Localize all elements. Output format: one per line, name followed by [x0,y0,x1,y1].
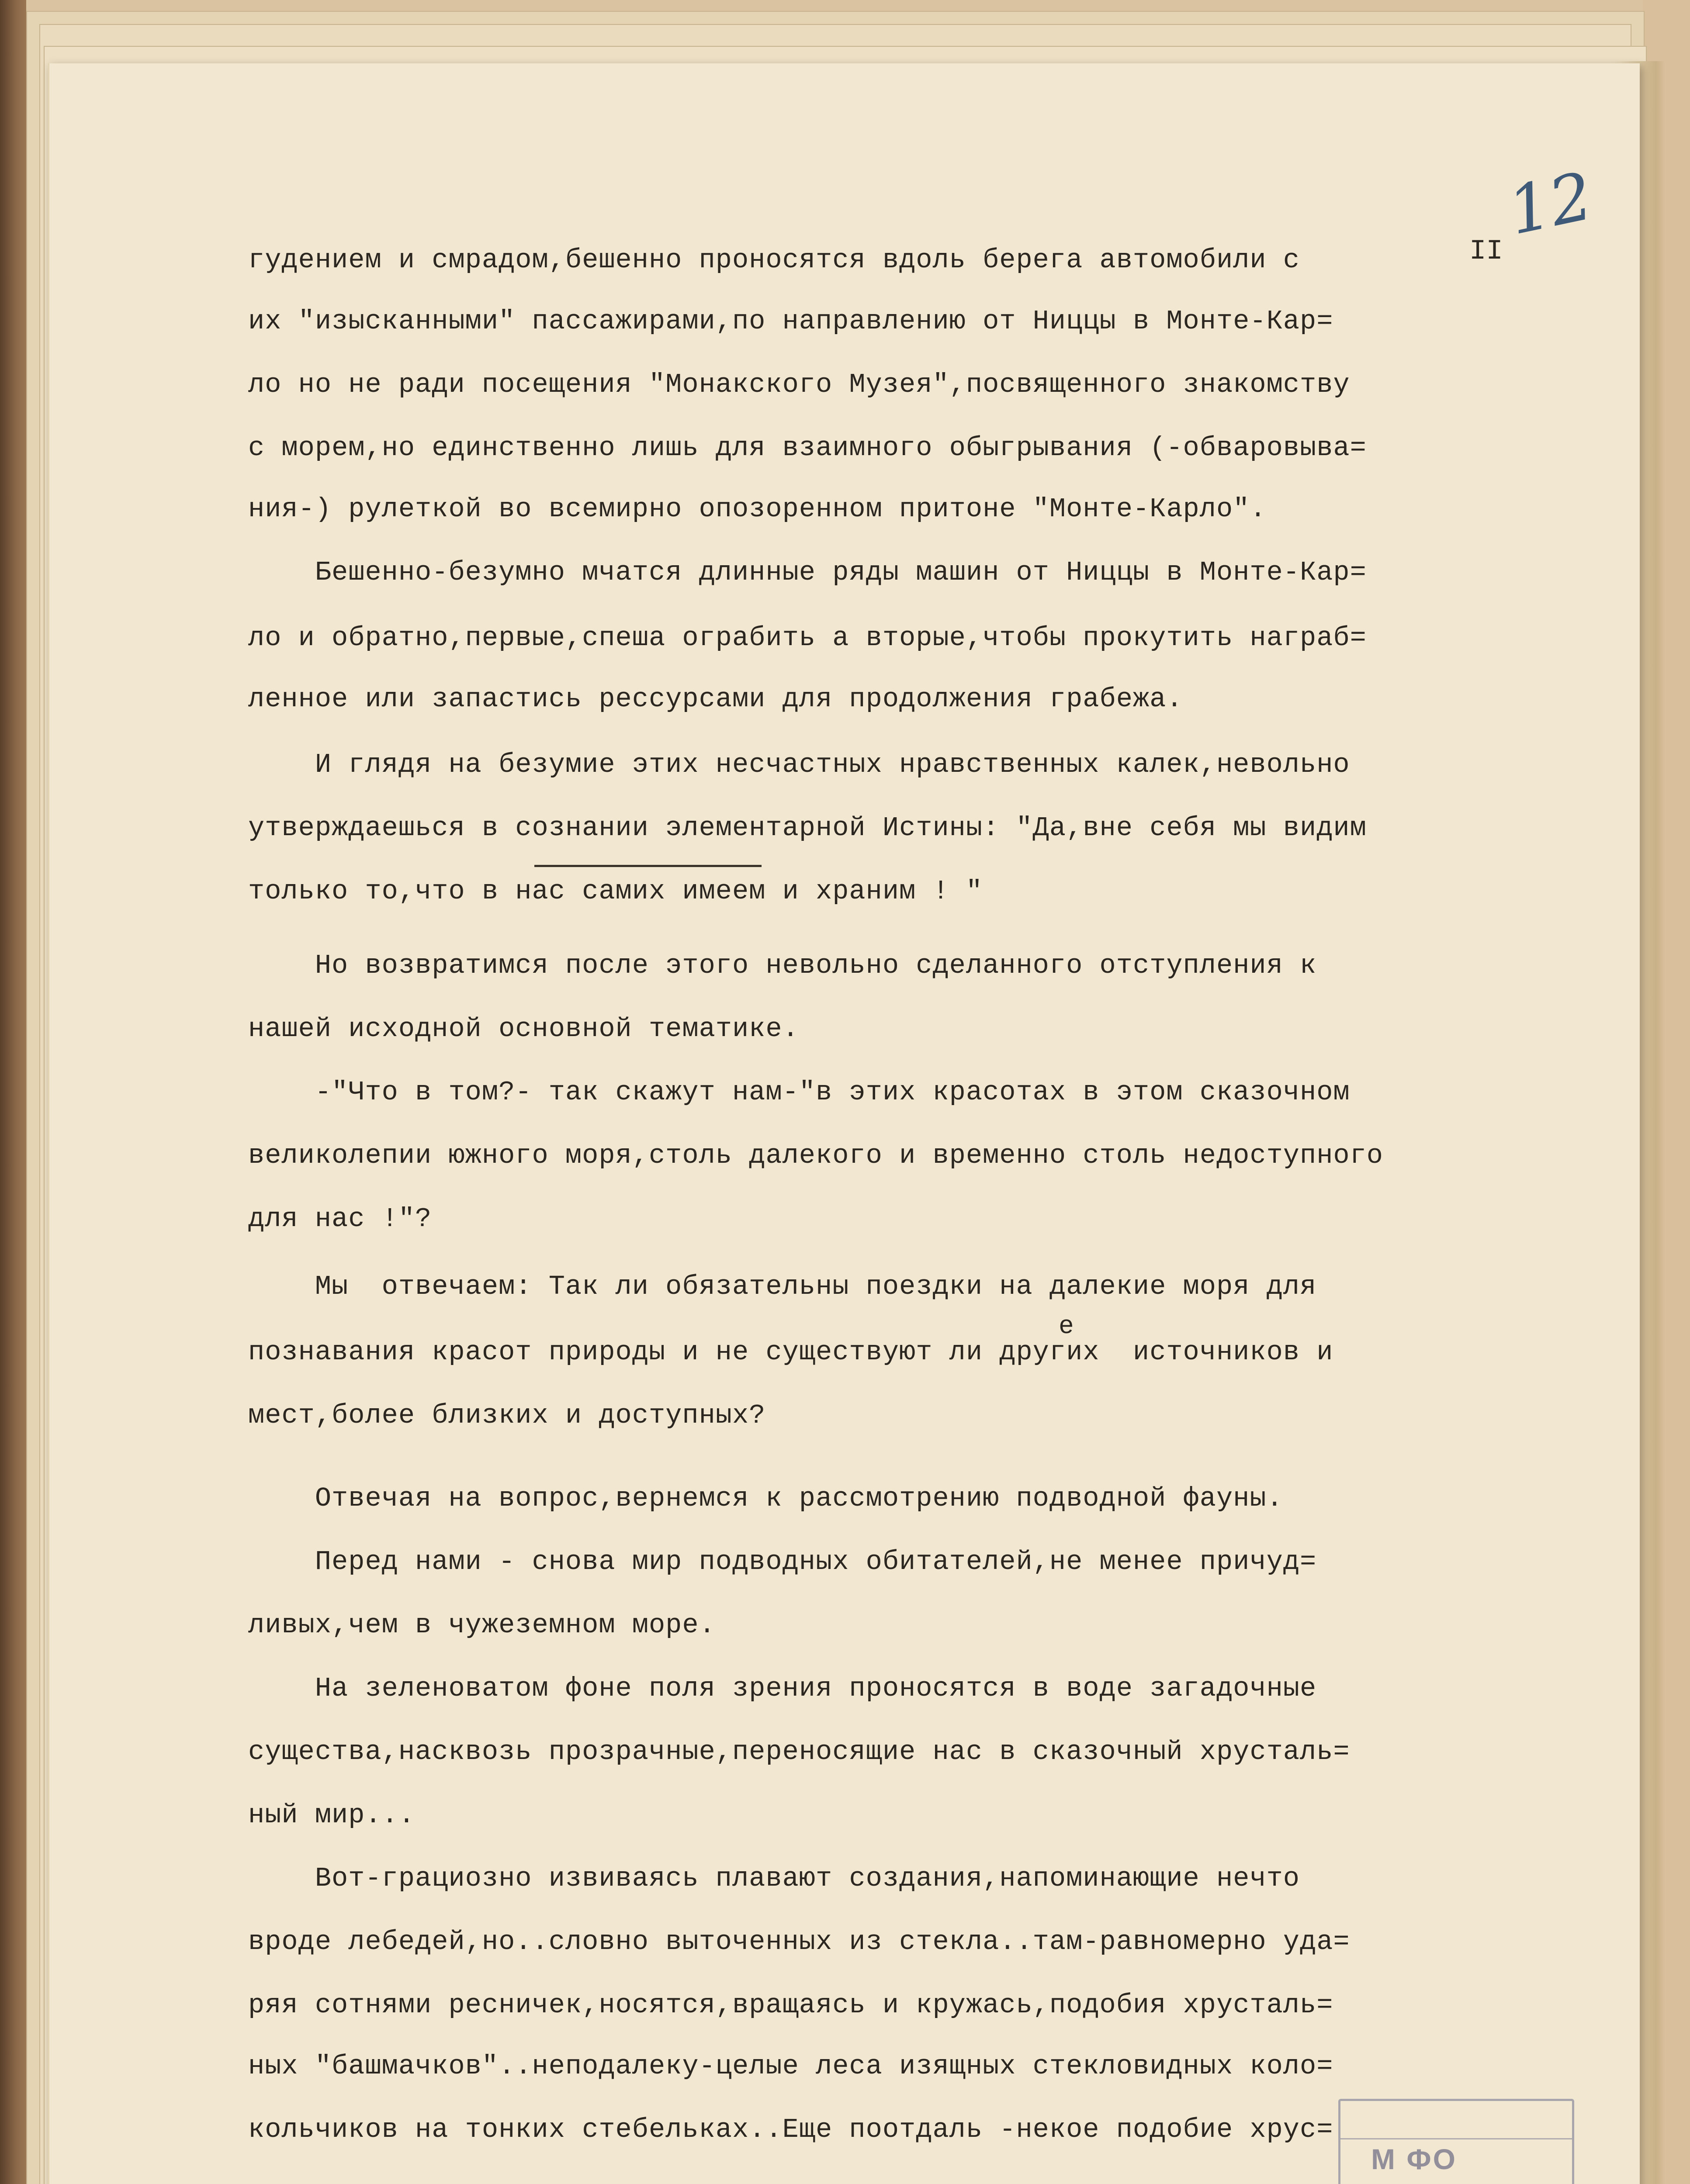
text-line: только то,что в нас самих имеем и храним ! " [248,876,983,907]
text-line: И глядя на безумие этих несчастных нравственных калек,невольно [248,749,1350,780]
text-line: существа,насквозь прозрачные,переносящие нас в сказочный хрусталь= [248,1736,1350,1767]
typed-correction-letter: е [1059,1313,1074,1341]
text-line: познавания красот природы и не существуют ли других источников и [248,1337,1333,1368]
text-line: На зеленоватом фоне поля зрения проносятся в воде загадочные [248,1673,1317,1704]
page-number: II [1469,236,1503,267]
handwritten-folio-number: 12 [1501,158,1599,250]
text-line: Отвечая на вопрос,вернемся к рассмотрению подводной фауны. [248,1483,1283,1514]
text-line: Вот-грациозно извиваясь плавают создания,напоминающие нечто [248,1863,1300,1894]
text-line: их "изысканными" пассажирами,по направлению от Ниццы в Монте-Кар= [248,306,1333,337]
text-line: ный мир... [248,1800,416,1831]
text-line: Бешенно-безумно мчатся длинные ряды машин от Ниццы в Монте-Кар= [248,557,1367,588]
text-line: для нас !"? [248,1203,432,1234]
text-line: ленное или запастись рессурсами для продолжения грабежа. [248,684,1183,715]
archive-stamp [1338,2099,1574,2184]
text-line: ливых,чем в чужеземном море. [248,1610,716,1641]
text-line: великолепии южного моря,столь далекого и временно столь недоступного [248,1140,1384,1171]
text-line: ряя сотнями ресничек,носятся,вращаясь и кружась,подобия хрусталь= [248,1990,1333,2021]
text-line: нашей исходной основной тематике. [248,1013,799,1044]
text-line: вроде лебедей,но..словно выточенных из стекла..там-равномерно уда= [248,1926,1350,1957]
text-line: Но возвратимся после этого невольно сделанного отступления к [248,950,1317,981]
text-line: ло и обратно,первые,спеша ограбить а вторые,чтобы прокутить награб= [248,622,1367,653]
typewritten-page [48,63,1640,2184]
text-line: ло но не ради посещения "Монакского Музея",посвященного знакомству [248,369,1350,400]
text-line: кольчиков на тонких стебельках..Еще поотдаль -некое подобие хрус= [248,2114,1333,2145]
text-line: с морем,но единственно лишь для взаимного обыгрывания (-обваровыва= [248,432,1367,463]
text-line: Мы отвечаем: Так ли обязательны поездки на далекие моря для [248,1271,1317,1302]
text-line: -"Что в том?- так скажут нам-"в этих красотах в этом сказочном [248,1077,1350,1108]
text-line: ния-) рулеткой во всемирно опозоренном притоне "Монте-Карло". [248,494,1267,525]
text-line: Перед нами - снова мир подводных обитателей,не менее причуд= [248,1546,1317,1577]
stamp-divider [1340,2138,1572,2139]
stamp-bottom-text: М ФО [1371,2143,1457,2175]
text-line: ных "башмачков"..неподалеку-целые леса изящных стекловидных коло= [248,2051,1333,2082]
text-line: утверждаешься в сознании элементарной Истины: "Да,вне себя мы видим [248,812,1367,843]
text-line: мест,более близких и доступных? [248,1400,766,1431]
underline-mark [534,865,762,867]
text-line: гудением и смрадом,бешенно проносятся вдоль берега автомобили с [248,245,1300,276]
